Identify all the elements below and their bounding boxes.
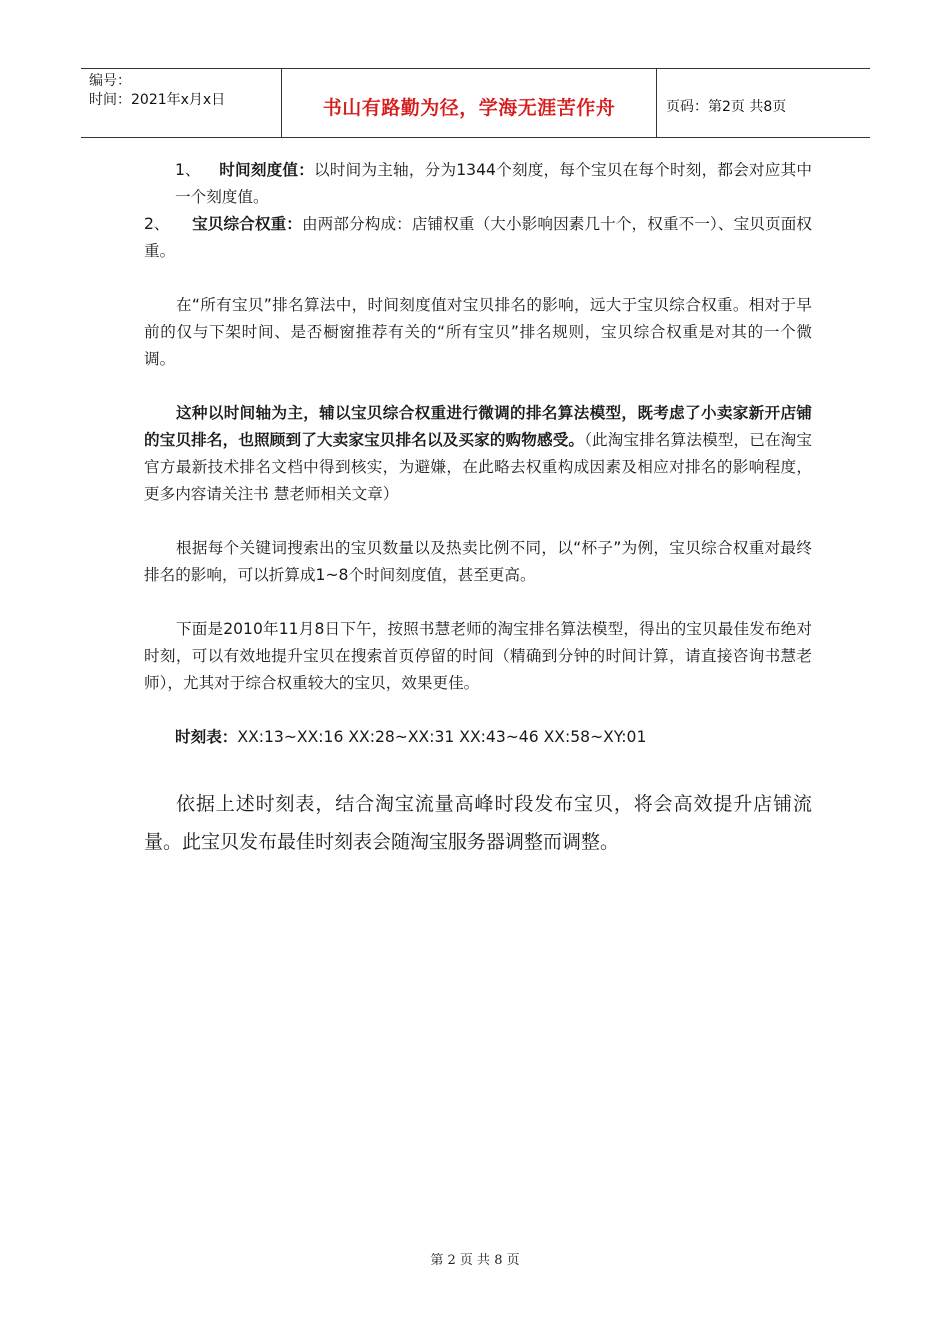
list-item-number: 2、 bbox=[144, 215, 170, 233]
paragraph-conclusion: 依据上述时刻表，结合淘宝流量高峰时段发布宝贝，将会高效提升店铺流量。此宝贝发布最佳时刻表会随淘宝服务器调整而调整。 bbox=[144, 793, 812, 853]
spacer bbox=[144, 697, 812, 724]
list-item-number: 1、 bbox=[175, 161, 201, 179]
list-item-composite-weight bbox=[144, 211, 812, 265]
spacer bbox=[144, 589, 812, 616]
schedule-value: XX:13~XX:16 XX:28~XX:31 XX:43~46 XX:58~XY:01 bbox=[237, 728, 647, 746]
list-item-term: 宝贝综合权重： bbox=[192, 215, 302, 233]
spacer bbox=[144, 508, 812, 535]
schedule-line bbox=[144, 724, 812, 751]
header-motto: 书山有路勤为径，学海无涯苦作舟 bbox=[282, 69, 657, 137]
header-meta bbox=[81, 69, 282, 137]
header-page-number: 页码：第2页 共8页 bbox=[666, 99, 787, 115]
document-body bbox=[144, 157, 812, 861]
paragraph-best-publish-time: 下面是2010年11月8日下午，按照书慧老师的淘宝排名算法模型，得出的宝贝最佳发布绝对时刻，可以有效地提升宝贝在搜索首页停留的时间（精确到分钟的时间计算，请直接咨询书慧老师），尤其对于综合权重较大的宝贝，效果更佳。 bbox=[144, 620, 812, 692]
time-label: 时间：2021年x月x日 bbox=[89, 92, 226, 108]
list-item-term: 时间刻度值： bbox=[219, 161, 315, 179]
list-item-text: 以时间为主轴，分为1344个刻度，每个宝贝在每个时刻，都会对应其中一个刻度值。 bbox=[175, 161, 812, 206]
paragraph-ranking-impact: 在“所有宝贝”排名算法中，时间刻度值对宝贝排名的影响，远大于宝贝综合权重。相对于早前的仅与下架时间、是否橱窗推荐有关的“所有宝贝”排名规则，宝贝综合权重是对其的一个微调。 bbox=[144, 296, 812, 368]
serial-label: 编号： bbox=[89, 73, 131, 89]
page-footer: 第 2 页 共 8 页 bbox=[430, 1253, 520, 1268]
spacer bbox=[144, 373, 812, 400]
paragraph-weight-conversion: 根据每个关键词搜索出的宝贝数量以及热卖比例不同，以“杯子”为例，宝贝综合权重对最终排名的影响，可以折算成1~8个时间刻度值，甚至更高。 bbox=[144, 539, 812, 584]
list-item-time-scale bbox=[144, 157, 812, 211]
spacer bbox=[144, 751, 812, 785]
schedule-label: 时刻表： bbox=[175, 728, 238, 746]
paragraph-bold-text: 这种以时间轴为主，辅以宝贝综合权重进行微调的排名算法模型，既考虑了小卖家新开店铺的宝贝排名，也照顾到了大卖家宝贝排名以及买家的购物感受。 bbox=[144, 404, 812, 449]
list-item-text: 由两部分构成：店铺权重（大小影响因素几十个，权重不一）、宝贝页面权重。 bbox=[144, 215, 812, 260]
page-header bbox=[81, 68, 870, 138]
spacer bbox=[144, 265, 812, 292]
paragraph-note-text: （此淘宝排名算法模型，已在淘宝官方最新技术排名文档中得到核实，为避嫌，在此略去权重构成因素及相应对排名的影响程度，更多内容请关注书 慧老师相关文章） bbox=[144, 431, 812, 503]
paragraph-ranking-model bbox=[144, 400, 812, 508]
